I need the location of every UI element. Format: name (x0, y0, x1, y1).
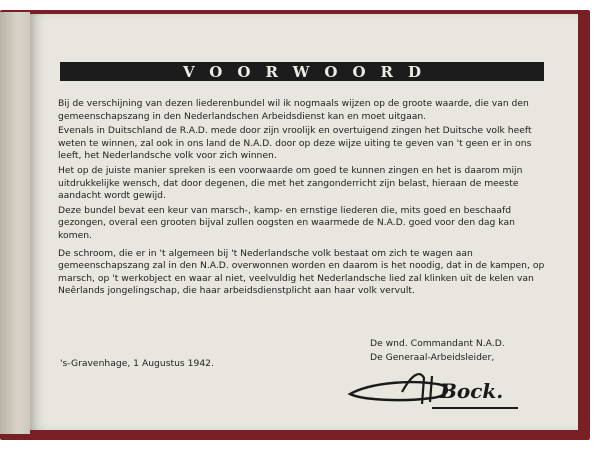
foreword-text (58, 98, 548, 300)
signatory-block (370, 337, 505, 365)
left-page-edge (0, 12, 30, 434)
place-date: 's-Gravenhage, 1 Augustus 1942. (60, 358, 214, 369)
paragraph-4: Deze bundel bevat een keur van marsch-, kamp- en ernstige liederen die, mits goed en beschaafd gezongen, overal een grooten bijval zullen oogsten en waarmede de N.A.D. goed voor den dag kan komen. (58, 204, 515, 241)
book-page (30, 14, 578, 430)
svg-text:Bock.: Bock. (440, 379, 504, 403)
paragraph-3: Het op de juiste manier spreken is een voorwaarde om goed te kunnen zingen en het is daarom mijn uitdrukkelijke wensch, dat door degenen, die met het zangonderricht zijn belast, hieraan de meeste aandacht wordt gewijd. (58, 164, 523, 202)
title-banner (60, 62, 544, 81)
signatory-title: De wnd. Commandant N.A.D. (370, 338, 505, 349)
paragraph-1: Bij de verschijning van dezen liederenbundel wil ik nogmaals wijzen op de groote waarde, die van den gemeenschapszang in den Nederlandschen Arbeidsdienst kan en moet uitgaan. (58, 98, 529, 122)
page-title: VOORWOORD (182, 62, 437, 81)
signatory-rank: De Generaal-Arbeidsleider, (370, 352, 495, 363)
paragraph-2: Evenals in Duitschland de R.A.D. mede door zijn vroolijk en overtuigend zingen het Duitsche volk heeft weten te winnen, zal ook in ons land de N.A.D. door op deze wijze uiting te geven van 't geen er in ons leeft, het Nederlandsche volk voor zich winnen. (58, 125, 532, 162)
handwritten-signature (342, 364, 532, 414)
paragraph-5: De schroom, die er in 't algemeen bij 't Nederlandsche volk bestaat om zich te wagen aan gemeenschapszang zal in den N.A.D. overwonnen worden en daarom is het noodig, dat in de kampen, op marsch, op 't werkobject en waar al niet, veelvuldig het Nederlandsche lied zal klinken uit de kelen van Neêrlands jongelingschap, die haar arbeidsdienstplicht aan haar volk vervult. (58, 247, 545, 297)
